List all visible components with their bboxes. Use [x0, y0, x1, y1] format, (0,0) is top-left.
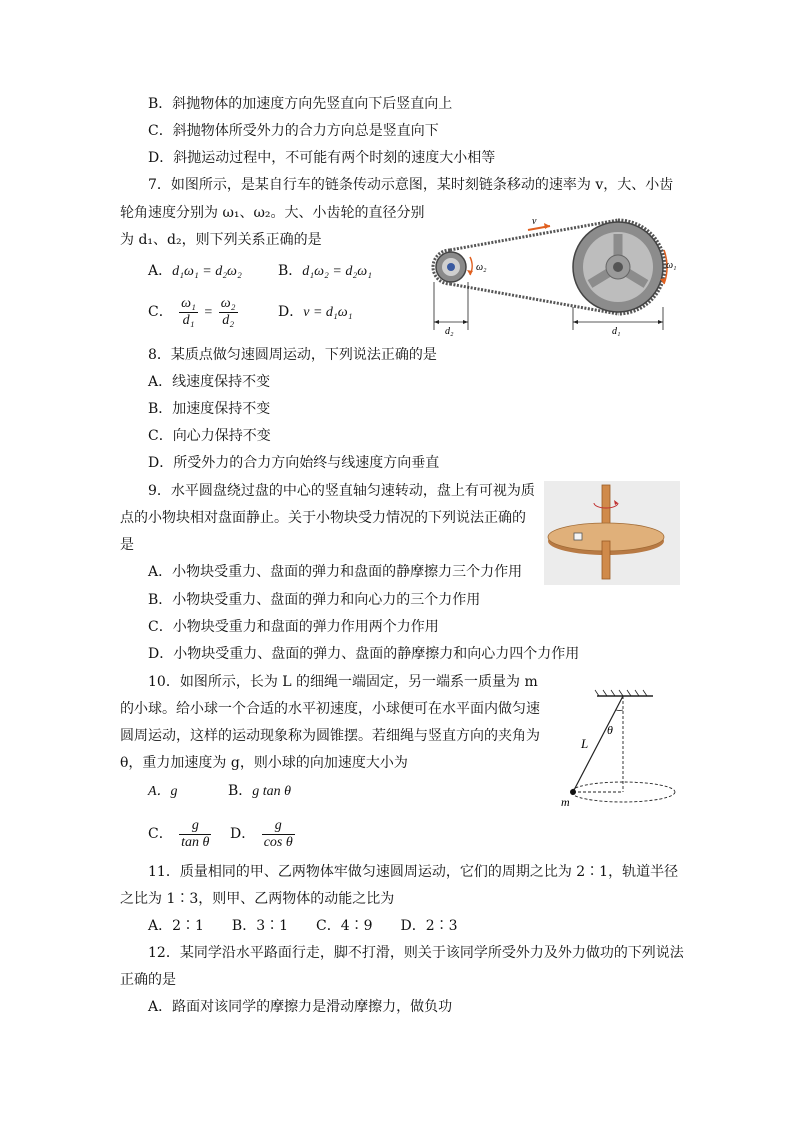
q10-stem-line2: 的小球。给小球一个合适的水平初速度，小球便可在水平面内做匀速 [120, 701, 540, 717]
q8-stem: 8．某质点做匀速圆周运动，下列说法正确的是 [148, 347, 437, 363]
q8-option-c: C．向心力保持不变 [148, 428, 271, 444]
q11-stem-line1: 11．质量相同的甲、乙两物体牢做匀速圆周运动，它们的周期之比为 2∶1，轨道半径 [148, 864, 679, 880]
q7-stem-line2: 轮角速度分别为 ω₁、ω₂。大、小齿轮的直径分别 [120, 205, 425, 221]
q9-option-c: C．小物块受重力和盘面的弹力作用两个力作用 [148, 619, 439, 635]
rotating-disk-figure [544, 481, 680, 585]
q7-stem-line3: 为 d₁、d₂，则下列关系正确的是 [120, 232, 322, 248]
q10-option-c: C． $\frac{g}{\text{tan θ}}$ [148, 817, 210, 850]
length-label: L [581, 736, 589, 751]
q8-option-a: A．线速度保持不变 [148, 374, 271, 390]
q12-stem-line1: 12．某同学沿水平路面行走，脚不打滑，则关于该同学所受外力及外力做功的下列说法 [148, 945, 684, 961]
q10-stem-line3: 圆周运动，这样的运动现象称为圆锥摆。若细绳与竖直方向的夹角为 [120, 728, 540, 744]
q6-option-b: B．斜抛物体的加速度方向先竖直向下后竖直向上 [148, 96, 453, 112]
v-label: v [532, 216, 537, 227]
omega1-label: ω₁ [666, 260, 677, 271]
q11-options: A．2∶1 B．3∶1 C．4∶9 D．2∶3 [148, 918, 458, 934]
q7-stem-line1: 7．如图所示，是某自行车的链条传动示意图，某时刻链条移动的速率为 v，大、小齿 [148, 177, 674, 193]
omega2-label: ω₂ [476, 262, 487, 273]
q10-option-b: B．g tan θ [228, 783, 292, 799]
q7-option-b: B．d₁ω₂ = d₂ω₁ [278, 263, 372, 279]
q8-option-d: D．所受外力的合力方向始终与线速度方向垂直 [148, 455, 440, 471]
q6-option-c: C．斜抛物体所受外力的合力方向总是竖直向下 [148, 123, 439, 139]
q10-option-d: D． $\frac{g}{\text{cos θ}}$ [230, 817, 293, 850]
theta-label: θ [607, 723, 613, 737]
q9-stem-line2: 点的小物块相对盘面静止。关于小物块受力情况的下列说法正确的 [120, 510, 526, 526]
q12-option-a: A．路面对该同学的摩擦力是滑动摩擦力，做负功 [148, 999, 453, 1015]
q6-option-d: D．斜抛运动过程中，不可能有两个时刻的速度大小相等 [148, 150, 496, 166]
q8-option-b: B．加速度保持不变 [148, 401, 271, 417]
q9-option-b: B．小物块受重力、盘面的弹力和向心力的三个力作用 [148, 592, 481, 608]
d1-label: d₁ [612, 326, 621, 337]
q9-option-a: A．小物块受重力、盘面的弹力和盘面的静摩擦力三个力作用 [148, 564, 523, 580]
q7-option-a: A．d₁ω₁ = d₂ω₂ [148, 263, 242, 279]
d2-label: d₂ [445, 326, 454, 337]
chain-drive-figure [428, 212, 678, 337]
q10-option-a: A．g [148, 784, 178, 799]
q10-stem-line4: θ，重力加速度为 g，则小球的向加速度大小为 [120, 755, 408, 771]
q7-option-d: D．v = d₁ω₁ [278, 304, 353, 320]
q7-option-c: C． $\frac{\text{ω₁}}{\text{d₁}}$ = $\frac{\text{ω₂}}{\text{d₂}}$ [148, 295, 236, 328]
q12-stem-line2: 正确的是 [120, 972, 176, 988]
mass-label: m [561, 795, 570, 809]
q9-stem-line1: 9．水平圆盘绕过盘的中心的竖直轴匀速转动，盘上有可视为质 [148, 483, 535, 499]
q9-option-d: D．小物块受重力、盘面的弹力、盘面的静摩擦力和向心力四个力作用 [148, 646, 580, 662]
q10-stem-line1: 10．如图所示，长为 L 的细绳一端固定，另一端系一质量为 m [148, 674, 538, 690]
conical-pendulum-figure [555, 688, 680, 810]
q9-stem-line3: 是 [120, 537, 134, 553]
q11-stem-line2: 之比为 1∶3，则甲、乙两物体的动能之比为 [120, 891, 395, 907]
